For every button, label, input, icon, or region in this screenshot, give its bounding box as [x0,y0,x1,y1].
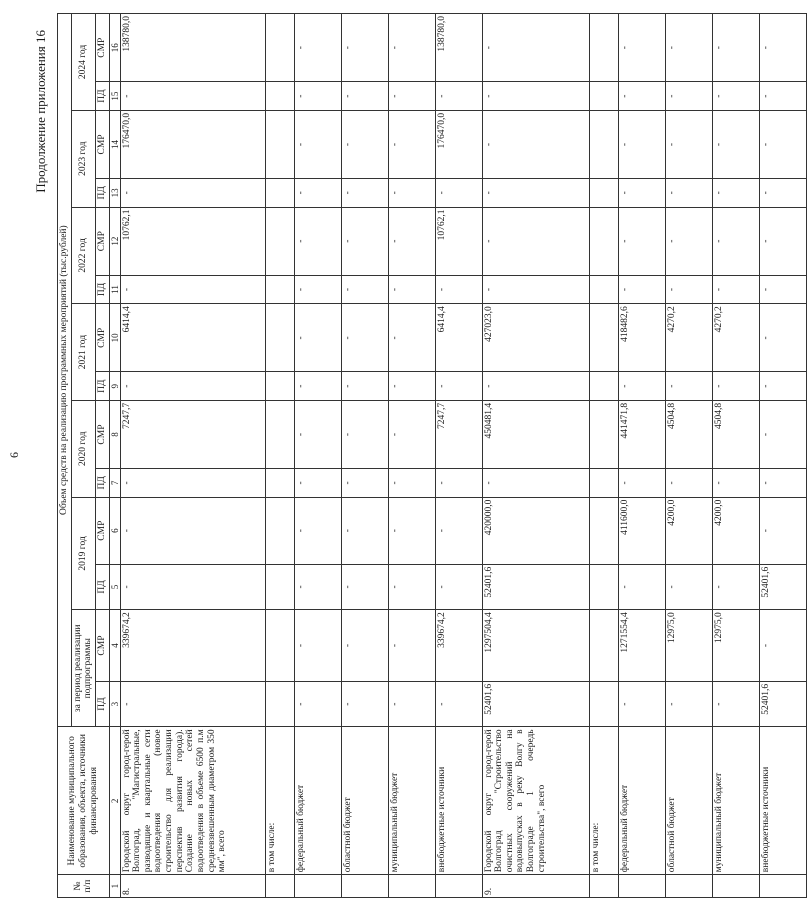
row-value: 176470,0 [120,110,265,178]
column-number: 10 [109,304,120,372]
row-value: - [341,372,388,400]
header-year: 2021 год [71,304,95,401]
row-value: - [435,564,482,610]
row-value [265,469,294,497]
continuation-note: Продолжение приложения 16 [33,30,48,193]
row-name: Городской округ город-герой Волгоград, "Магистральные, разводящие и квартальные сети водоотведения (новое строительство для реализации перспектив развития города). Создание новых сетей водоотведения в объеме 6500 п.м средневзвешенным диаметром 350 мм", всего [120,727,265,875]
column-number: 3 [109,681,120,727]
row-value: - [712,564,759,610]
row-value: - [294,681,341,727]
row-value: - [759,14,806,82]
row-value: 12975,0 [712,610,759,682]
table-row [712,14,759,898]
row-value: - [759,469,806,497]
row-name: муниципальный бюджет [388,727,435,875]
row-value: - [294,82,341,110]
row-value: - [435,82,482,110]
column-number: 5 [109,564,120,610]
row-value [589,564,618,610]
row-value: 176470,0 [435,110,482,178]
row-value [265,372,294,400]
row-name: внебюджетные источники [435,727,482,875]
row-value: - [120,497,265,564]
row-value: - [482,372,589,400]
page-number: 6 [7,452,21,458]
row-value: - [388,469,435,497]
row-value: - [341,110,388,178]
header-year: 2022 год [71,207,95,304]
row-value: 427023,0 [482,304,589,372]
header-smr: СМР [95,207,109,275]
header-smr: СМР [95,14,109,82]
row-number [759,875,806,898]
row-value: - [388,82,435,110]
row-value: - [435,469,482,497]
row-value: - [388,304,435,372]
row-name: Городской округ город-герой Волгоград "Строительство очистных сооружений на водовыпусках в реку Волгу в Волгограде 1 очередь строительства", всего [482,727,589,875]
column-number: 12 [109,207,120,275]
row-value: - [712,372,759,400]
row-value [589,14,618,82]
row-value: - [435,179,482,207]
row-value: - [665,469,712,497]
row-value: - [482,14,589,82]
row-value: - [712,179,759,207]
header-smr: СМР [95,610,109,682]
row-value: - [665,110,712,178]
header-year: 2019 год [71,497,95,610]
row-value: 6414,4 [435,304,482,372]
row-value: - [120,275,265,303]
row-value: - [341,179,388,207]
header-smr: СМР [95,400,109,468]
row-value: - [388,207,435,275]
table-row [618,14,665,898]
row-value: 4200,0 [712,497,759,564]
row-name: федеральный бюджет [294,727,341,875]
row-value: - [618,564,665,610]
row-value [589,372,618,400]
row-value: - [435,681,482,727]
row-value: - [388,610,435,682]
table-row [435,14,482,898]
header-pd: ПД [95,179,109,207]
row-value: - [618,110,665,178]
row-value: - [388,14,435,82]
row-value: 10762,1 [120,207,265,275]
column-number: 11 [109,275,120,303]
column-number: 7 [109,469,120,497]
column-number: 8 [109,400,120,468]
row-value [265,82,294,110]
row-value [265,179,294,207]
row-number [265,875,294,898]
header-year: 2020 год [71,400,95,497]
row-value [589,82,618,110]
row-value: 7247,7 [120,400,265,468]
row-value [589,304,618,372]
row-value: - [388,681,435,727]
row-value: - [482,179,589,207]
funding-table [57,13,807,898]
row-value: - [759,82,806,110]
row-value: - [618,207,665,275]
row-value: - [482,82,589,110]
row-value: - [388,564,435,610]
row-value: 450481,4 [482,400,589,468]
row-value: 339674,2 [120,610,265,682]
row-number [589,875,618,898]
row-value: - [759,179,806,207]
row-value: - [618,469,665,497]
row-value: - [388,400,435,468]
row-value: - [665,275,712,303]
row-value: - [759,497,806,564]
row-value: - [294,275,341,303]
header-period: за период реализации подпрограммы [71,610,95,727]
row-value [589,110,618,178]
row-value: - [618,82,665,110]
row-name: в том числе: [589,727,618,875]
column-number: 1 [109,875,120,898]
row-name: муниципальный бюджет [712,727,759,875]
row-value: - [618,681,665,727]
column-number: 2 [109,727,120,875]
row-value: - [618,14,665,82]
row-value: - [759,207,806,275]
row-value [589,469,618,497]
row-value: 52401,6 [482,681,589,727]
row-value [265,304,294,372]
row-value: - [712,275,759,303]
row-name: областной бюджет [341,727,388,875]
row-value: - [294,14,341,82]
row-value: - [294,497,341,564]
column-number: 4 [109,610,120,682]
row-value [265,564,294,610]
row-value: 420000,0 [482,497,589,564]
row-value: - [618,275,665,303]
row-value: 1271554,4 [618,610,665,682]
row-value: - [341,275,388,303]
row-value: 7247,7 [435,400,482,468]
table-row [120,14,265,898]
row-value: - [482,275,589,303]
row-number [712,875,759,898]
row-value: 138780,0 [120,14,265,82]
row-value: - [618,179,665,207]
row-value: 418482,6 [618,304,665,372]
row-value: 411600,0 [618,497,665,564]
row-value: - [712,207,759,275]
row-value [265,14,294,82]
row-value [589,179,618,207]
row-value: - [665,372,712,400]
row-value [265,400,294,468]
row-value: - [294,304,341,372]
row-value: - [759,372,806,400]
row-name: в том числе: [265,727,294,875]
header-pd: ПД [95,564,109,610]
header-name: Наименование муниципального образования, объекта, источники финансирования [58,727,110,875]
row-value: - [665,681,712,727]
row-value: 441471,8 [618,400,665,468]
row-value: - [341,400,388,468]
row-value [589,207,618,275]
row-value: - [294,110,341,178]
header-pd: ПД [95,469,109,497]
row-number: 9. [482,875,589,898]
row-value: - [341,497,388,564]
row-name: внебюджетные источники [759,727,806,875]
row-value: - [618,372,665,400]
row-value: - [482,207,589,275]
row-name: областной бюджет [665,727,712,875]
header-smr: СМР [95,110,109,178]
row-value: - [341,82,388,110]
row-value: - [435,275,482,303]
row-value: - [120,469,265,497]
row-value: - [341,610,388,682]
row-value: - [294,400,341,468]
row-value: - [435,372,482,400]
row-value: 138780,0 [435,14,482,82]
row-value: - [759,275,806,303]
column-number: 16 [109,14,120,82]
header-num: № п/п [58,875,110,898]
column-number: 14 [109,110,120,178]
row-number [435,875,482,898]
row-value: 52401,6 [759,564,806,610]
header-volume: Объем средств на реализацию программных мероприятий (тыс.рублей) [58,14,72,727]
table-row [388,14,435,898]
row-value: - [120,179,265,207]
table-row [665,14,712,898]
row-value: 10762,1 [435,207,482,275]
row-value: - [294,179,341,207]
header-smr: СМР [95,497,109,564]
row-value: - [712,110,759,178]
table-row [482,14,589,898]
row-value: - [665,564,712,610]
row-value: 4270,2 [665,304,712,372]
table-row [341,14,388,898]
row-value: - [294,207,341,275]
row-value: 1297504,4 [482,610,589,682]
row-value: - [294,372,341,400]
row-value: - [341,469,388,497]
row-value: - [482,469,589,497]
row-value: 4504,8 [712,400,759,468]
row-value: - [388,275,435,303]
rotated-page [5,8,771,898]
header-pd: ПД [95,275,109,303]
row-value: - [665,207,712,275]
row-value [589,275,618,303]
header-smr: СМР [95,304,109,372]
row-value: 6414,4 [120,304,265,372]
row-value: - [120,82,265,110]
row-value [589,400,618,468]
row-value: - [712,14,759,82]
row-value: - [665,14,712,82]
header-pd: ПД [95,681,109,727]
table-row [265,14,294,898]
row-value [589,610,618,682]
row-value: - [341,681,388,727]
row-value [265,681,294,727]
row-value: - [712,681,759,727]
row-value: - [712,82,759,110]
row-value: 4200,0 [665,497,712,564]
row-value: - [294,564,341,610]
row-value: - [120,372,265,400]
row-value: - [341,564,388,610]
row-value [589,681,618,727]
row-value: - [482,110,589,178]
table-row [589,14,618,898]
row-value: 4504,8 [665,400,712,468]
row-value: - [665,82,712,110]
row-value: - [388,110,435,178]
row-value: 12975,0 [665,610,712,682]
row-value [265,275,294,303]
table-row [294,14,341,898]
row-value: 52401,6 [759,681,806,727]
row-value: - [759,304,806,372]
row-value: 52401,6 [482,564,589,610]
row-name: федеральный бюджет [618,727,665,875]
row-value: - [665,179,712,207]
row-value [265,110,294,178]
column-number: 13 [109,179,120,207]
row-number [294,875,341,898]
header-year: 2024 год [71,14,95,111]
row-value [265,610,294,682]
row-value: - [294,610,341,682]
row-value: - [435,497,482,564]
row-value: - [294,469,341,497]
row-value: 339674,2 [435,610,482,682]
row-number [388,875,435,898]
table-row [759,14,806,898]
column-number: 15 [109,82,120,110]
row-number [341,875,388,898]
row-value: 4270,2 [712,304,759,372]
row-value: - [120,564,265,610]
row-value: - [712,469,759,497]
row-number: 8. [120,875,265,898]
row-value: - [759,610,806,682]
row-number [618,875,665,898]
row-value [265,497,294,564]
row-value: - [759,400,806,468]
column-number: 9 [109,372,120,400]
row-value [265,207,294,275]
header-year: 2023 год [71,110,95,207]
row-value: - [759,110,806,178]
row-value: - [341,207,388,275]
row-value: - [388,372,435,400]
row-value [589,497,618,564]
row-value: - [341,304,388,372]
row-value: - [388,497,435,564]
row-value: - [120,681,265,727]
header-pd: ПД [95,372,109,400]
column-number: 6 [109,497,120,564]
header-pd: ПД [95,82,109,110]
row-value: - [341,14,388,82]
row-value: - [388,179,435,207]
row-number [665,875,712,898]
